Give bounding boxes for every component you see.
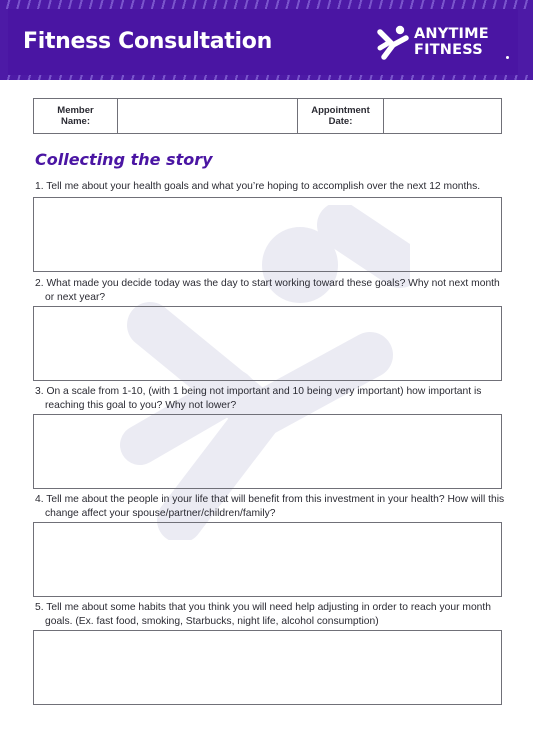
member-name-label [34, 99, 118, 133]
logo-text-fitness: FITNESS [414, 42, 483, 58]
section-title: Collecting the story [35, 150, 213, 169]
header-banner [0, 0, 533, 80]
page-title: Fitness Consultation [23, 29, 272, 54]
answer-box-5[interactable] [33, 630, 502, 705]
answer-box-2[interactable] [33, 306, 502, 381]
running-man-icon [376, 24, 410, 60]
date-label-line1: Appointment [311, 105, 370, 116]
answer-box-4[interactable] [33, 522, 502, 597]
question-2: 2. What made you decide today was the day to start working toward these goals? Why not next month or next year? [35, 278, 500, 303]
member-name-input[interactable] [118, 99, 297, 133]
anytime-fitness-logo [376, 22, 512, 62]
logo-text-anytime: ANYTIME [414, 26, 489, 42]
question-1: 1. Tell me about your health goals and what you’re hoping to accomplish over the next 12 months. [35, 181, 481, 192]
appointment-date-label [298, 99, 384, 133]
header-bottom-stripe [0, 75, 533, 80]
question-5: 5. Tell me about some habits that you think you will need help adjusting in order to reach your month goals. (Ex. fast food, smoking, Starbucks, night life, alcohol consumption) [35, 602, 491, 627]
question-4: 4. Tell me about the people in your life that will benefit from this investment in your health? How will this change affect your spouse/partner/children/family? [35, 494, 505, 519]
appointment-date-input[interactable] [384, 99, 501, 133]
question-3: 3. On a scale from 1-10, (with 1 being not important and 10 being very important) how important is reaching this goal to you? Why not lower? [35, 386, 482, 411]
appointment-date-cell[interactable] [384, 99, 501, 133]
answer-box-3[interactable] [33, 414, 502, 489]
answer-box-1[interactable] [33, 197, 502, 272]
member-info-table [33, 98, 502, 134]
logo-dot [506, 56, 509, 59]
header-dash-pattern [0, 0, 533, 9]
member-label-line2: Name: [60, 116, 91, 127]
date-label-line2: Date: [328, 116, 353, 127]
member-label-line1: Member [57, 105, 94, 116]
member-name-cell[interactable] [118, 99, 298, 133]
